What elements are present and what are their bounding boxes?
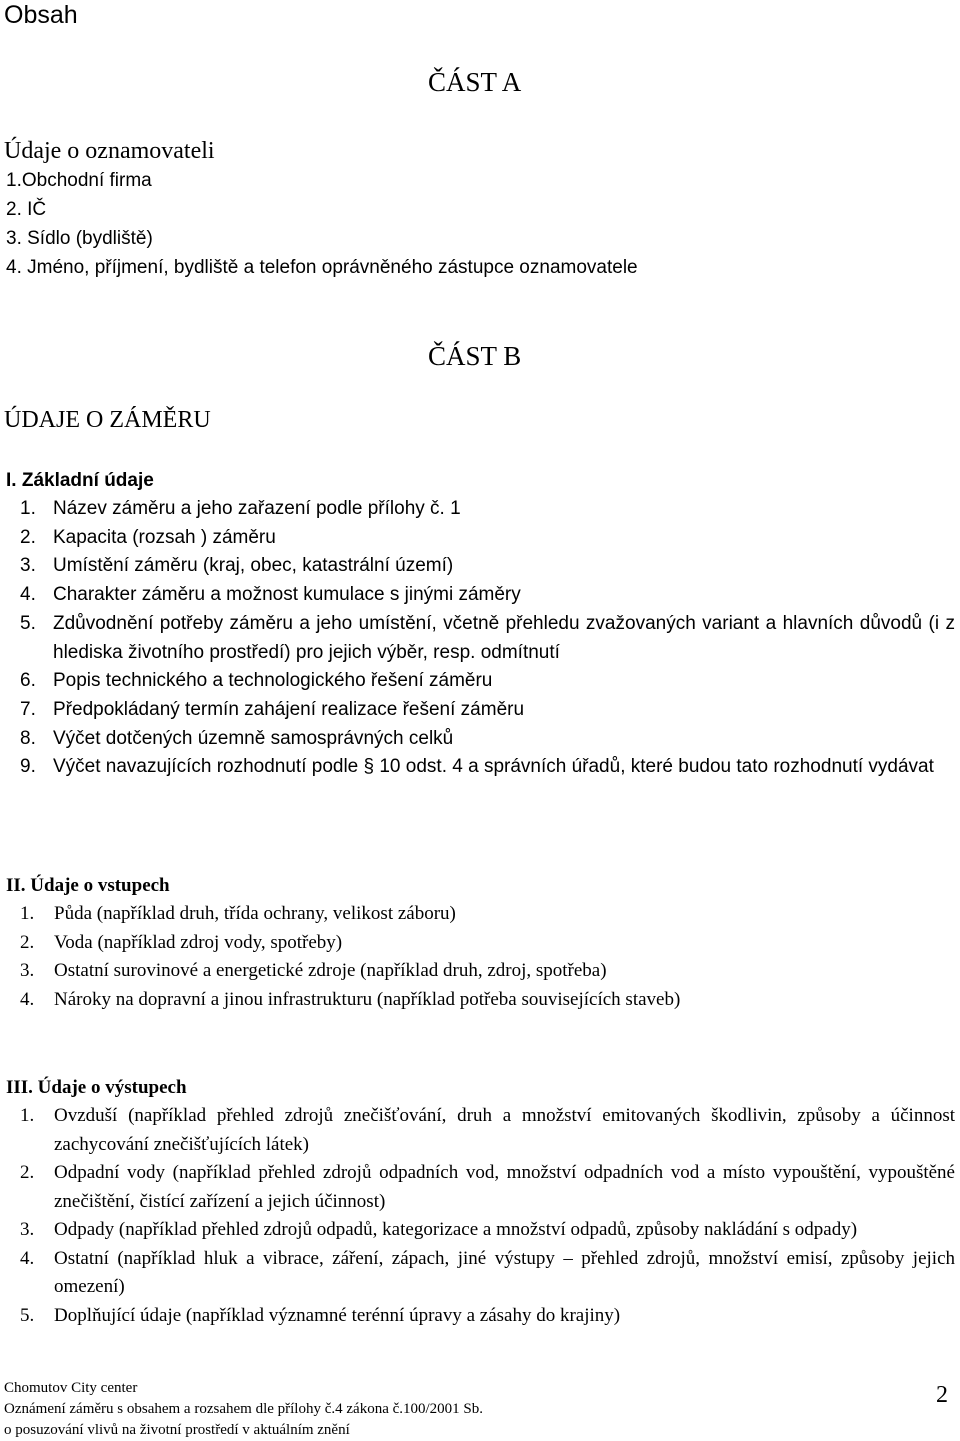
footer-line-2: Oznámení záměru s obsahem a rozsahem dle přílohy č.4 zákona č.100/2001 Sb. (4, 1401, 484, 1417)
item-number: 2. (20, 526, 36, 548)
item-text: Odpadní vody (například přehled zdrojů odpadních vod, množství odpadních vod a místo vypouštění, vypouštěné znečištění, čistící zařízení a jejich účinnost) (54, 1162, 955, 1212)
footer-line-3: o posuzování vlivů na životní prostředí v aktuálním znění (4, 1422, 350, 1438)
page-title: Obsah (4, 1, 78, 29)
group-title-vystupy: III. Údaje o výstupech (6, 1077, 187, 1098)
part-a-item-1: 1.Obchodní firma (6, 170, 152, 191)
item-number: 1. (20, 1105, 35, 1126)
group-title-vstupy: II. Údaje o vstupech (6, 875, 170, 896)
part-a-section-title: Údaje o oznamovateli (4, 138, 215, 164)
item-number: 2. (20, 931, 35, 953)
item-text: Ostatní (například hluk a vibrace, záření, zápach, jiné výstupy – přehled zdrojů, množství emisí, způsoby jejich omezení) (54, 1247, 955, 1297)
part-a-item-4: 4. Jméno, příjmení, bydliště a telefon oprávněného zástupce oznamovatele (6, 257, 638, 278)
item-number: 4. (20, 1247, 35, 1269)
item-text: Zdůvodnění potřeby záměru a jeho umístění, včetně přehledu zvažovaných variant a hlavních důvodů (i z hlediska životního prostředí) pro jejich výběr, resp. odmítnutí (53, 612, 955, 663)
list-vstupy (0, 900, 955, 1014)
list-zakladni-udaje (0, 495, 955, 782)
page-number: 2 (936, 1382, 948, 1408)
list-item (0, 986, 955, 1015)
list-item (0, 957, 955, 986)
list-item (0, 1216, 955, 1245)
item-number: 3. (20, 555, 36, 577)
item-text: Charakter záměru a možnost kumulace s jinými záměry (53, 584, 521, 606)
item-number: 7. (20, 698, 36, 720)
item-number: 6. (20, 670, 36, 692)
item-text: Nároky na dopravní a jinou infrastrukturu (například potřeba souvisejících staveb) (54, 988, 681, 1010)
list-item (0, 929, 955, 958)
item-text: Umístění záměru (kraj, obec, katastrální území) (53, 555, 454, 577)
group-title-zakladni-udaje: I. Základní údaje (6, 470, 154, 491)
list-item (0, 1102, 955, 1159)
item-number: 4. (20, 988, 35, 1010)
item-text: Předpokládaný termín zahájení realizace řešení záměru (53, 698, 525, 720)
list-item (0, 667, 955, 696)
part-a-heading: ČÁST A (428, 67, 522, 97)
part-b-section-title: ÚDAJE O ZÁMĚRU (4, 407, 211, 433)
item-text: Voda (například zdroj vody, spotřeby) (54, 931, 343, 953)
page-footer (4, 1378, 483, 1441)
list-item (0, 696, 955, 725)
list-item (0, 1245, 955, 1302)
item-number: 3. (20, 960, 35, 981)
item-text: Popis technického a technologického řešení záměru (53, 670, 493, 692)
item-text: Půda (například druh, třída ochrany, velikost záboru) (54, 903, 456, 924)
item-text: Výčet navazujících rozhodnutí podle § 10 odst. 4 a správních úřadů, které budou tato rozhodnutí vydávat (53, 756, 934, 778)
list-item (0, 1302, 955, 1331)
item-text: Kapacita (rozsah ) záměru (53, 526, 276, 548)
list-item (0, 900, 955, 929)
list-item (0, 524, 955, 553)
part-b-heading: ČÁST B (428, 341, 522, 371)
item-number: 5. (20, 1304, 35, 1326)
item-number: 9. (20, 756, 36, 778)
footer-line-1: Chomutov City center (4, 1380, 138, 1396)
item-number: 1. (20, 903, 35, 924)
item-number: 2. (20, 1162, 35, 1183)
list-item (0, 753, 955, 782)
item-text: Název záměru a jeho zařazení podle přílohy č. 1 (53, 498, 461, 519)
item-number: 8. (20, 727, 36, 749)
list-item (0, 495, 955, 524)
list-item (0, 610, 955, 667)
list-vystupy (0, 1102, 955, 1330)
item-number: 4. (20, 584, 36, 606)
part-a-item-3: 3. Sídlo (bydliště) (6, 228, 153, 249)
item-text: Výčet dotčených územně samosprávných celků (53, 727, 454, 749)
item-text: Ovzduší (například přehled zdrojů znečišťování, druh a množství emitovaných škodlivin, způsoby a účinnost zachycování znečišťujících látek) (54, 1105, 955, 1155)
item-text: Doplňující údaje (například významné terénní úpravy a zásahy do krajiny) (54, 1304, 621, 1326)
list-item (0, 581, 955, 610)
item-number: 1. (20, 498, 36, 519)
list-item (0, 552, 955, 581)
item-number: 5. (20, 612, 36, 634)
list-item (0, 725, 955, 754)
list-item (0, 1159, 955, 1216)
part-a-item-2: 2. IČ (6, 199, 47, 220)
item-text: Ostatní surovinové a energetické zdroje (například druh, zdroj, spotřeba) (54, 960, 607, 981)
item-text: Odpady (například přehled zdrojů odpadů, kategorizace a množství odpadů, způsoby nakládání s odpady) (54, 1219, 858, 1240)
item-number: 3. (20, 1219, 35, 1240)
